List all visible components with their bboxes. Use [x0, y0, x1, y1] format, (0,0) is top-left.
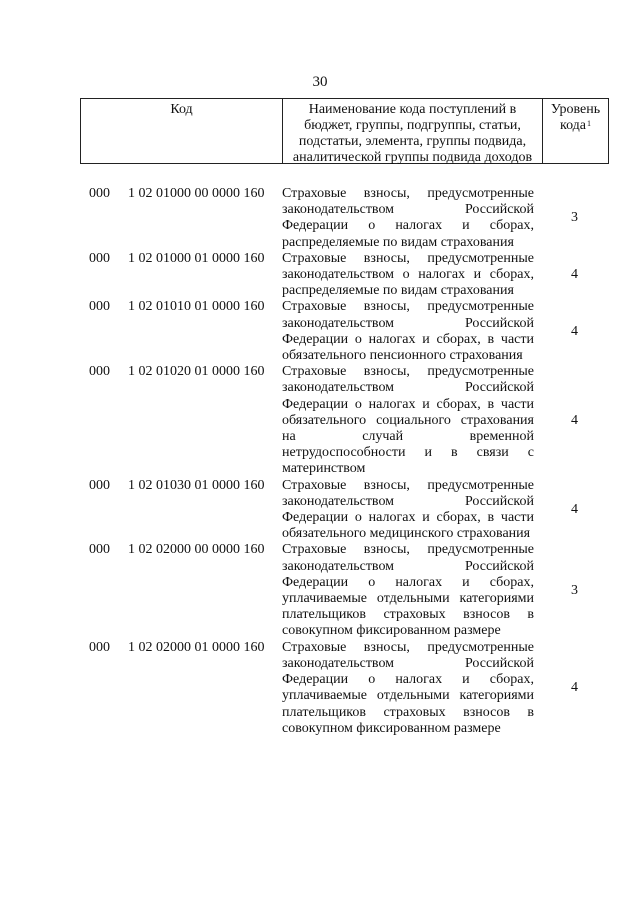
- revenue-code: 1 02 01010 01 0000 160: [128, 299, 265, 315]
- code-level: 4: [571, 267, 578, 283]
- table-row: [80, 478, 609, 543]
- revenue-name: Страховые взносы, предусмотренные законодательством Российской Федерации о налогах и сборах, в части обязательного медицинского страхования: [282, 477, 534, 542]
- code-level: 4: [571, 412, 578, 428]
- admin-code: 000: [89, 186, 110, 201]
- code-level: 3: [571, 210, 578, 226]
- header-name-line: бюджет, группы, подгруппы, статьи,: [304, 118, 521, 133]
- header-code: [81, 99, 283, 163]
- code-level: 4: [571, 680, 578, 696]
- header-level-label: кода: [559, 118, 587, 133]
- revenue-code: 1 02 01020 01 0000 160: [128, 364, 265, 380]
- header-name-line: Наименование кода поступлений в: [308, 102, 517, 117]
- admin-code: 000: [89, 299, 110, 315]
- header-name-line: подстатьи, элемента, группы подвида,: [298, 134, 527, 149]
- admin-code: 000: [89, 477, 110, 493]
- revenue-code: 1 02 01000 01 0000 160: [128, 250, 265, 266]
- revenue-name: Страховые взносы, предусмотренные законодательством Российской Федерации о налогах и сборах, распределяемые по видам страхования: [282, 186, 534, 250]
- header-name-line: аналитической группы подвида доходов: [292, 150, 533, 165]
- revenue-code: 1 02 01030 01 0000 160: [128, 477, 265, 493]
- code-level: 4: [571, 501, 578, 517]
- header-level-line2: [543, 118, 608, 134]
- page-number: 30: [312, 74, 328, 90]
- admin-code: 000: [89, 639, 110, 655]
- code-level: 3: [571, 582, 578, 598]
- admin-code: 000: [89, 364, 110, 380]
- admin-code: 000: [89, 250, 110, 266]
- code-level: 4: [571, 323, 578, 339]
- header-level: [543, 99, 608, 163]
- revenue-code: 1 02 02000 00 0000 160: [128, 542, 265, 558]
- revenue-name: Страховые взносы, предусмотренные законодательством Российской Федерации о налогах и сборах, уплачиваемые отдельными категориями плательщиков страховых взносов в совокупном фиксированном размере: [282, 542, 534, 639]
- table-row: [80, 542, 609, 639]
- footnote-marker: 1: [587, 119, 592, 128]
- revenue-code: 1 02 02000 01 0000 160: [128, 639, 265, 655]
- table-row: [80, 186, 609, 251]
- table-row: [80, 640, 609, 737]
- table-header: [80, 98, 609, 164]
- header-name: [283, 99, 543, 163]
- header-code-label: Код: [170, 102, 193, 117]
- admin-code: 000: [89, 542, 110, 558]
- revenue-name: Страховые взносы, предусмотренные законодательством Российской Федерации о налогах и сборах, уплачиваемые отдельными категориями плательщиков страховых взносов в совокупном фиксированном размере: [282, 639, 534, 736]
- table-body: [80, 186, 609, 737]
- revenue-name: Страховые взносы, предусмотренные законодательством Российской Федерации о налогах и сборах, в части обязательного социального страхования на случай временной нетрудоспособности и в связи с материнством: [282, 364, 534, 477]
- table-row: [80, 299, 609, 364]
- table-row: [80, 364, 609, 477]
- revenue-code: 1 02 01000 00 0000 160: [128, 186, 265, 201]
- revenue-name: Страховые взносы, предусмотренные законодательством Российской Федерации о налогах и сборах, в части обязательного пенсионного страхования: [282, 299, 534, 364]
- header-level-line1: Уровень: [550, 102, 601, 117]
- table-row: [80, 251, 609, 300]
- revenue-name: Страховые взносы, предусмотренные законодательством о налогах и сборах, распределяемые по видам страхования: [282, 250, 534, 299]
